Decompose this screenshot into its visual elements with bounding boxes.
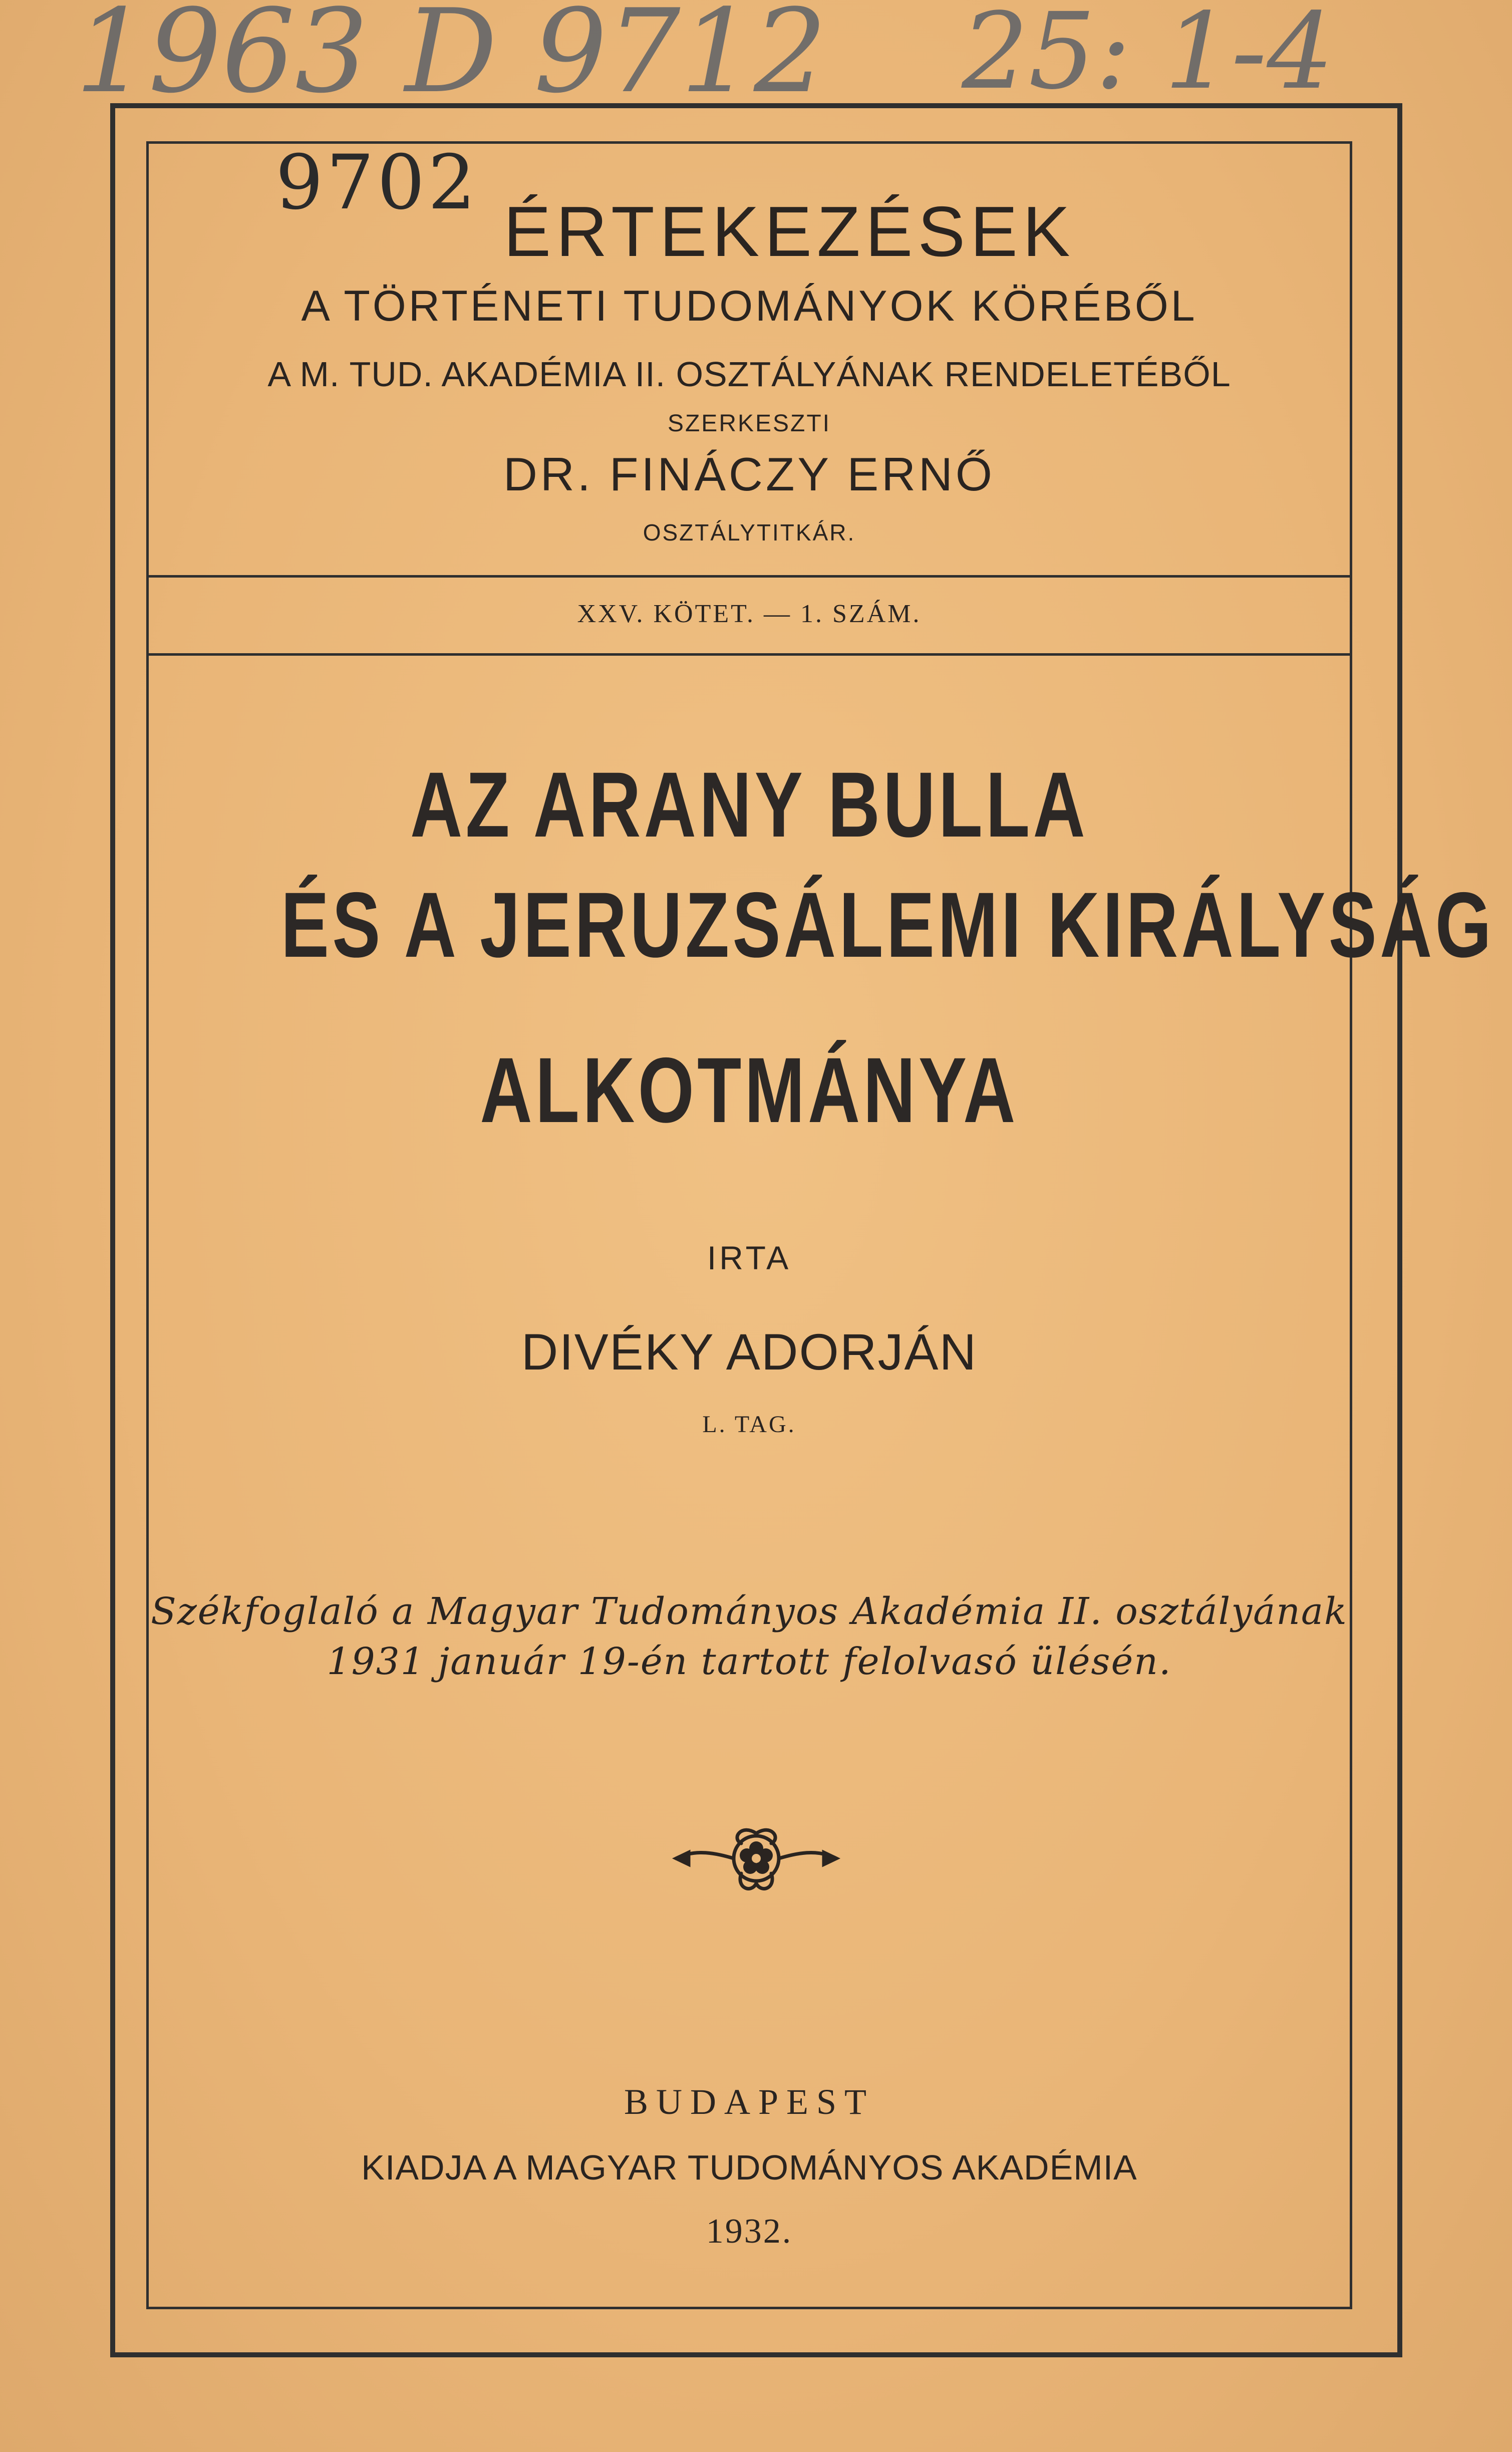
author-role: L. TAG. — [702, 1411, 796, 1438]
header-divider-bottom — [149, 653, 1350, 656]
series-subtitle: A TÖRTÉNETI TUDOMÁNYOK KÖRÉBŐL — [301, 282, 1197, 330]
editor-label: SZERKESZTI — [667, 410, 831, 437]
inaugural-note-line-2: 1931 január 19-én tartott felolvasó ülésén. — [327, 1640, 1172, 1683]
main-title-line-2: ÉS A JERUZSÁLEMI KIRÁLYSÁG — [280, 874, 1495, 977]
editor-name: DR. FINÁCZY ERNŐ — [503, 448, 996, 500]
handwritten-shelfmark: 1963 D 9712 — [75, 0, 827, 119]
main-title-line-1: AZ ARANY BULLA — [410, 753, 1088, 857]
imprint-city: BUDAPEST — [624, 2082, 875, 2122]
stamp-number: 9702 — [275, 139, 479, 226]
imprint-publisher: KIADJA A MAGYAR TUDOMÁNYOS AKADÉMIA — [361, 2148, 1137, 2187]
imprint-year: 1932. — [706, 2212, 793, 2251]
volume-number: XXV. KÖTET. — 1. SZÁM. — [577, 600, 922, 628]
floral-ornament-icon — [666, 1818, 846, 1898]
series-department: A M. TUD. AKADÉMIA II. OSZTÁLYÁNAK RENDELETÉBŐL — [267, 355, 1231, 394]
handwritten-range: 25: 1-4 — [962, 0, 1334, 113]
header-divider-top — [149, 575, 1350, 578]
series-title: ÉRTEKEZÉSEK — [503, 192, 1075, 271]
main-title-line-3: ALKOTMÁNYA — [480, 1039, 1019, 1142]
author-name: DIVÉKY ADORJÁN — [521, 1323, 978, 1381]
editor-role: OSZTÁLYTITKÁR. — [643, 519, 856, 546]
written-by-label: IRTA — [707, 1239, 792, 1276]
inaugural-note-line-1: Székfoglaló a Magyar Tudományos Akadémia II. osztályának — [151, 1590, 1348, 1633]
